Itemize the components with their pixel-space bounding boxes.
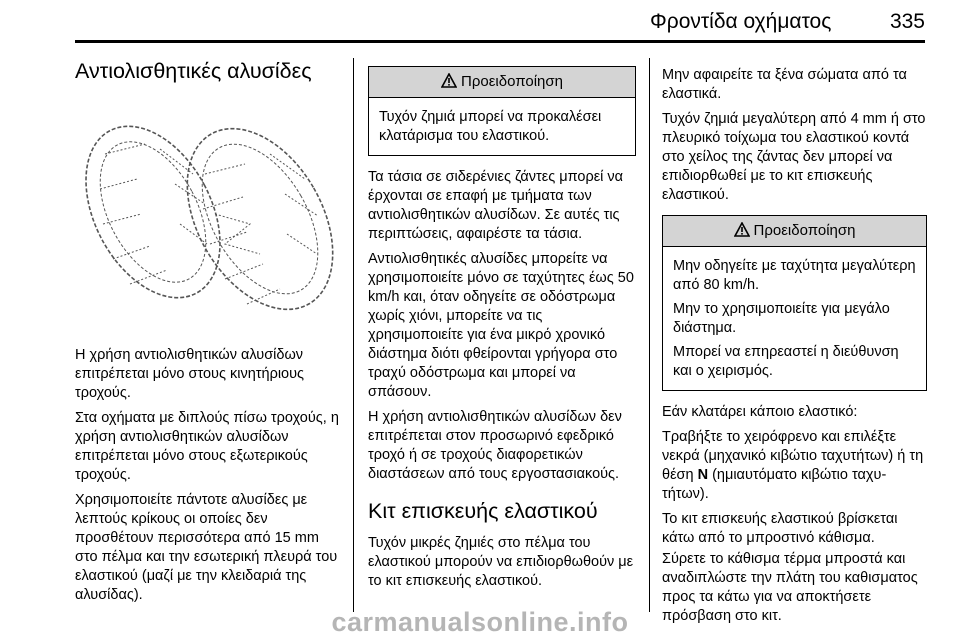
header-divider [75,40,925,43]
page-number: 335 [889,10,925,33]
paragraph: Η χρήση αντιολισθητικών αλυσίδων δεν επιτρέπεται στον προσωρινό εφεδρικό τροχό ή σε τροχούς διαφορετικών διαστάσεων από τους εργοστασιακούς. [368,409,622,482]
paragraph: Τυχόν ζημιά μεγαλύτερη από 4 mm ή στο πλευρικό τοίχωμα του ελαστικού κοντά στο χείλος της ζάντας δεν μπορεί να επιδιορθωθεί με το κιτ επισκευής ελαστικού. [662,111,926,203]
paragraph: Αντιολισθητικές αλυσίδες μπορείτε να χρησιμοποιείτε μόνο σε ταχύτητες έως 50 km/h και, όταν οδηγείτε σε οδόστρωμα χωρίς χιόνι, μπορείτε να τις χρησιμοποιείτε για ένα μικρό χρονικό διάστημα διότι φθείρονται γρήγορα στο τραχύ οδόστρωμα και μπορεί να σπάσουν. [368,251,634,400]
column-divider-1 [353,58,354,612]
paragraph: Τα τάσια σε σιδερένιες ζάντες μπορεί να έρχονται σε επαφή με τμήματα των αντιολισθητικών αλυσίδων. Σε αυτές τις περιπτώσεις, αφαιρέστε τα τάσια. [368,169,624,242]
warning-header [663,216,926,247]
paragraph: Σύρετε το κάθισμα τέρμα μπροστά και αναδιπλώστε την πλάτη του καθισματος προς τα κάτω για να αποκτήσετε πρόσβαση στο κιτ. [662,551,918,624]
warning-item: Μπορεί να επηρεαστεί η διεύθυνση και ο χειρισμός. [673,344,899,379]
paragraph: Εάν κλατάρει κάποιο ελαστικό: [662,404,858,420]
text-run: Τραβήξτε το χειρόφρενο και επιλέξτε νεκρά (μηχανικό κιβώτιο ταχυτήτων) ή τη θέση [662,429,924,483]
column-divider-2 [649,58,650,612]
column-3 [662,66,927,632]
warning-header [369,67,635,98]
warning-body [369,98,635,155]
warning-triangle-icon [734,222,750,237]
warning-title: Προειδοποίηση [753,222,856,239]
paragraph-handbrake [662,428,927,504]
paragraph: Στα οχήματα με διπλούς πίσω τροχούς, η χρήση αντιολισθητικών αλυσίδων επιτρέπεται μόνο στους εξωτερικούς τροχούς. [75,410,339,483]
warning-box [662,215,927,391]
warning-text: Τυχόν ζημιά μπορεί να προκαλέσει κλατάρισμα του ελαστικού. [379,109,602,144]
gear-position-n: N [697,467,709,483]
paragraph: Χρησιμοποιείτε πάντοτε αλυσίδες με λεπτούς κρίκους οι οποίες δεν προσθέτουν περισσότερα από 15 mm στο πέλμα και την εσωτερική πλευρά του ελαστικού (μαζί με την κλειδαριά της αλυσίδας). [75,492,338,603]
warning-body [663,247,926,390]
section-title: Φροντίδα οχήματος [650,10,832,33]
paragraph: Τυχόν μικρές ζημιές στο πέλμα του ελαστικού μπορούν να επιδιορθωθούν με το κιτ επισκευής ελαστικού. [368,535,634,589]
warning-item: Μην το χρησιμοποιείτε για μεγάλο διάστημα. [673,301,890,336]
heading-snow-chains: Αντιολισθητικές αλυσίδες [75,59,312,83]
heading-tyre-repair-kit: Κιτ επισκευής ελαστικού [368,499,598,523]
warning-item: Μην οδηγείτε με ταχύτητα μεγαλύτερη από 80 km/h. [673,258,916,293]
text-run: (ημιαυτόματο κιβώτιο ταχυτήτων). [662,467,887,502]
column-2 [368,66,636,597]
snow-chains-illustration [75,94,340,334]
watermark: carmanualsonline.info [331,607,629,637]
paragraph: Η χρήση αντιολισθητικών αλυσίδων επιτρέπεται μόνο στους κινητήριους τροχούς. [75,347,305,401]
column-1 [75,58,340,611]
warning-box [368,66,636,156]
warning-triangle-icon [441,73,457,88]
paragraph: Μην αφαιρείτε τα ξένα σώματα από τα ελαστικά. [662,67,907,102]
warning-title: Προειδοποίηση [461,73,563,90]
paragraph: Το κιτ επισκευής ελαστικού βρίσκεται κάτω από το μπροστινό κάθισμα. [662,511,898,546]
